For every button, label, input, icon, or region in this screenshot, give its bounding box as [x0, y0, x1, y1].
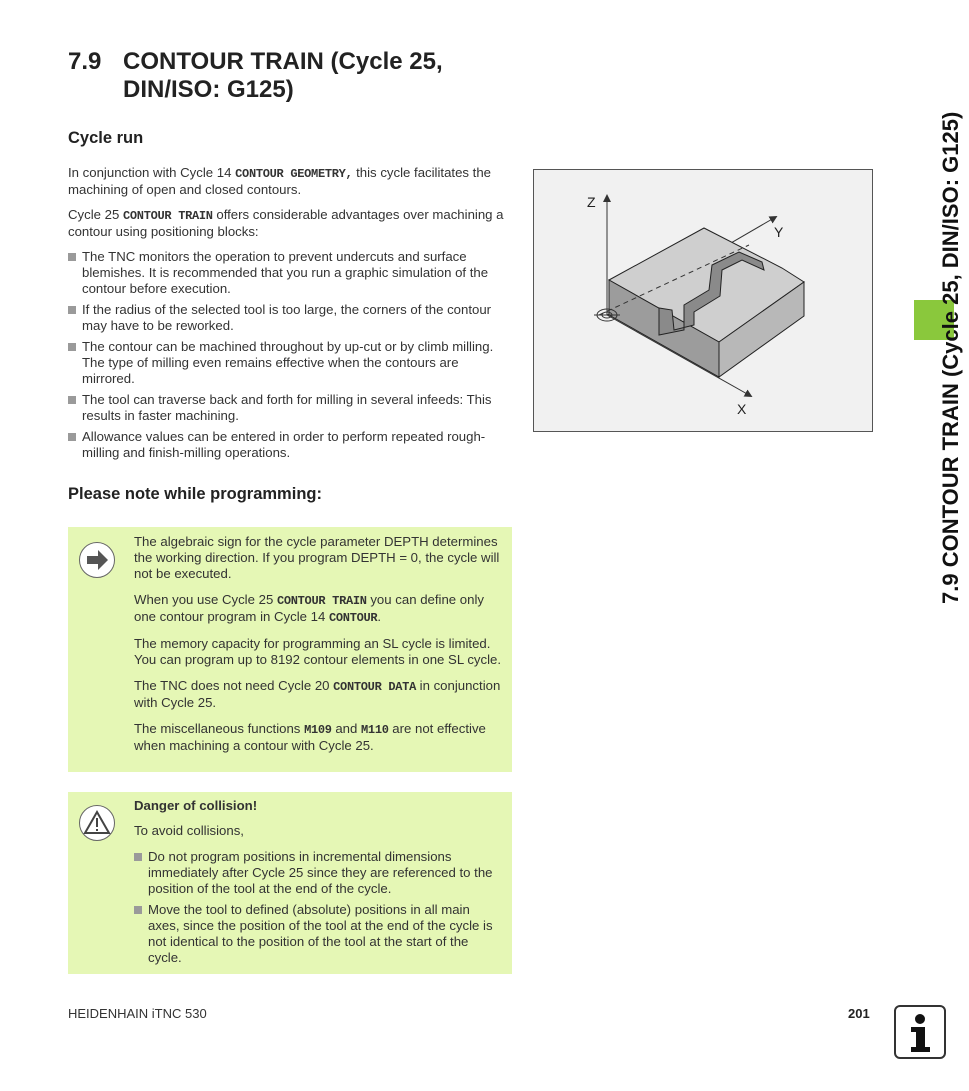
danger-box: [68, 792, 512, 974]
cycle-run-heading: Cycle run: [68, 129, 144, 147]
note-3: The memory capacity for programming an SL cycle is limited. You can program up to 8192 contour elements in one SL cycle.: [134, 636, 502, 667]
note-heading: Please note while programming:: [68, 485, 322, 503]
list-item: Move the tool to defined (absolute) positions in all main axes, since the position of the tool at the end of the cycle is not identical to the position of the tool at the start of the cycle.: [134, 902, 504, 966]
warning-icon: [79, 805, 115, 841]
info-icon: [894, 1005, 946, 1059]
title-line-1: CONTOUR TRAIN (Cycle 25,: [123, 48, 443, 75]
y-axis-label: Y: [774, 224, 784, 240]
workpiece-illustration: [534, 170, 872, 431]
note-2: When you use Cycle 25 CONTOUR TRAIN you can define only one contour program in Cycle 14 CONTOUR.: [134, 592, 484, 625]
list-item: The tool can traverse back and forth for milling in several infeeds: This results in faster machining.: [68, 392, 508, 424]
paragraph-2: Cycle 25 CONTOUR TRAIN offers considerable advantages over machining a contour using positioning blocks:: [68, 207, 504, 239]
list-item: The contour can be machined throughout by up-cut or by climb milling. The type of milling even remains effective when the contours are mirrored.: [68, 339, 508, 387]
note-box: [68, 527, 512, 772]
danger-heading: Danger of collision!: [134, 798, 258, 813]
list-item: Allowance values can be entered in order to perform repeated rough-milling and finish-milling operations.: [68, 429, 508, 461]
contour-figure: [533, 169, 873, 432]
footer-product: HEIDENHAIN iTNC 530: [68, 1006, 207, 1021]
z-axis-label: Z: [587, 194, 596, 210]
section-title: [68, 48, 443, 104]
list-item: Do not program positions in incremental dimensions immediately after Cycle 25 since they are referenced to the position of the tool at the end of the cycle.: [134, 849, 504, 897]
sidebar-title: 7.9 CONTOUR TRAIN (Cycle 25, DIN/ISO: G125): [938, 111, 963, 604]
list-item: If the radius of the selected tool is too large, the corners of the contour may have to be reworked.: [68, 302, 508, 334]
note-4: The TNC does not need Cycle 20 CONTOUR DATA in conjunction with Cycle 25.: [134, 678, 501, 710]
x-axis-label: X: [737, 401, 747, 417]
note-5: The miscellaneous functions M109 and M110 are not effective when machining a contour with Cycle 25.: [134, 721, 486, 753]
note-1: The algebraic sign for the cycle parameter DEPTH determines the working direction. If you program DEPTH = 0, the cycle will not be executed.: [134, 534, 500, 581]
section-number: 7.9: [68, 48, 102, 75]
arrow-right-icon: [79, 542, 115, 578]
page-number: 201: [848, 1006, 870, 1021]
title-line-2: DIN/ISO: G125): [123, 76, 294, 103]
paragraph-1: In conjunction with Cycle 14 CONTOUR GEOMETRY, this cycle facilitates the machining of open and closed contours.: [68, 165, 491, 197]
danger-text: [134, 798, 504, 971]
list-item: The TNC monitors the operation to prevent undercuts and surface blemishes. It is recommended that you run a graphic simulation of the contour before execution.: [68, 249, 508, 297]
cycle-run-body: [68, 165, 508, 466]
note-text: [134, 534, 504, 764]
danger-intro: To avoid collisions,: [134, 823, 244, 838]
